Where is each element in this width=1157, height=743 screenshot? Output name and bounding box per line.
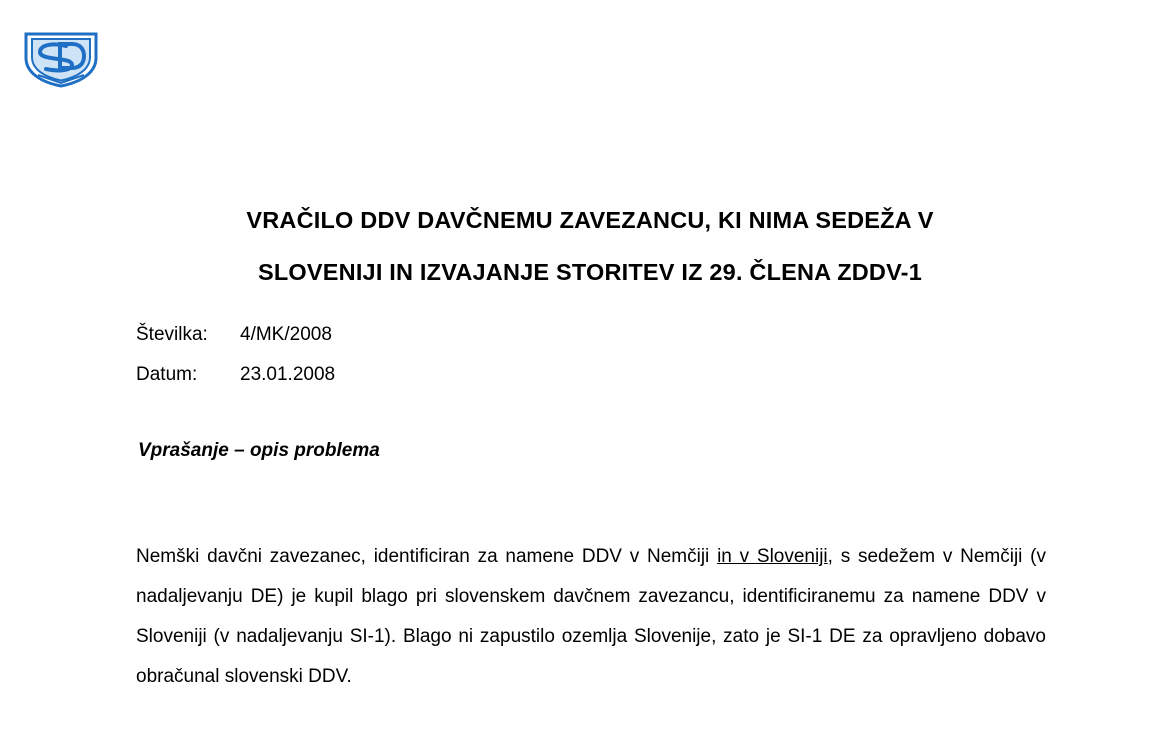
body-part-1: Nemški davčni zavezanec, identificiran za namene DDV v Nemčiji <box>136 546 718 567</box>
body-paragraph <box>136 537 1046 697</box>
document-metadata <box>136 315 736 395</box>
page-title <box>135 194 1045 298</box>
number-value: 4/MK/2008 <box>240 324 332 345</box>
sd-shield-logo-icon <box>20 28 102 90</box>
metadata-row-number <box>136 315 736 355</box>
section-heading: Vprašanje – opis problema <box>138 440 380 461</box>
date-label: Datum: <box>136 364 198 385</box>
number-label: Številka: <box>136 324 208 345</box>
body-underlined-phrase: in v Sloveniji <box>717 546 828 567</box>
page-title-line-1: VRAČILO DDV DAVČNEMU ZAVEZANCU, KI NIMA SEDEŽA V <box>246 206 934 233</box>
date-value: 23.01.2008 <box>240 364 336 385</box>
page-title-line-2: SLOVENIJI IN IZVAJANJE STORITEV IZ 29. ČLENA ZDDV-1 <box>258 258 922 285</box>
metadata-row-date <box>136 355 736 395</box>
body-part-2: , s sedežem v Nemčiji (v nadaljevanju DE) je kupil blago pri slovenskem davčnem zavezancu, identificiranemu za namene DDV v Sloveniji (v nadaljevanju SI-1). Blago ni zapustilo ozemlja Slovenije, zato je SI-1 DE za opravljeno dobavo obračunal slovenski DDV. <box>136 546 1047 687</box>
